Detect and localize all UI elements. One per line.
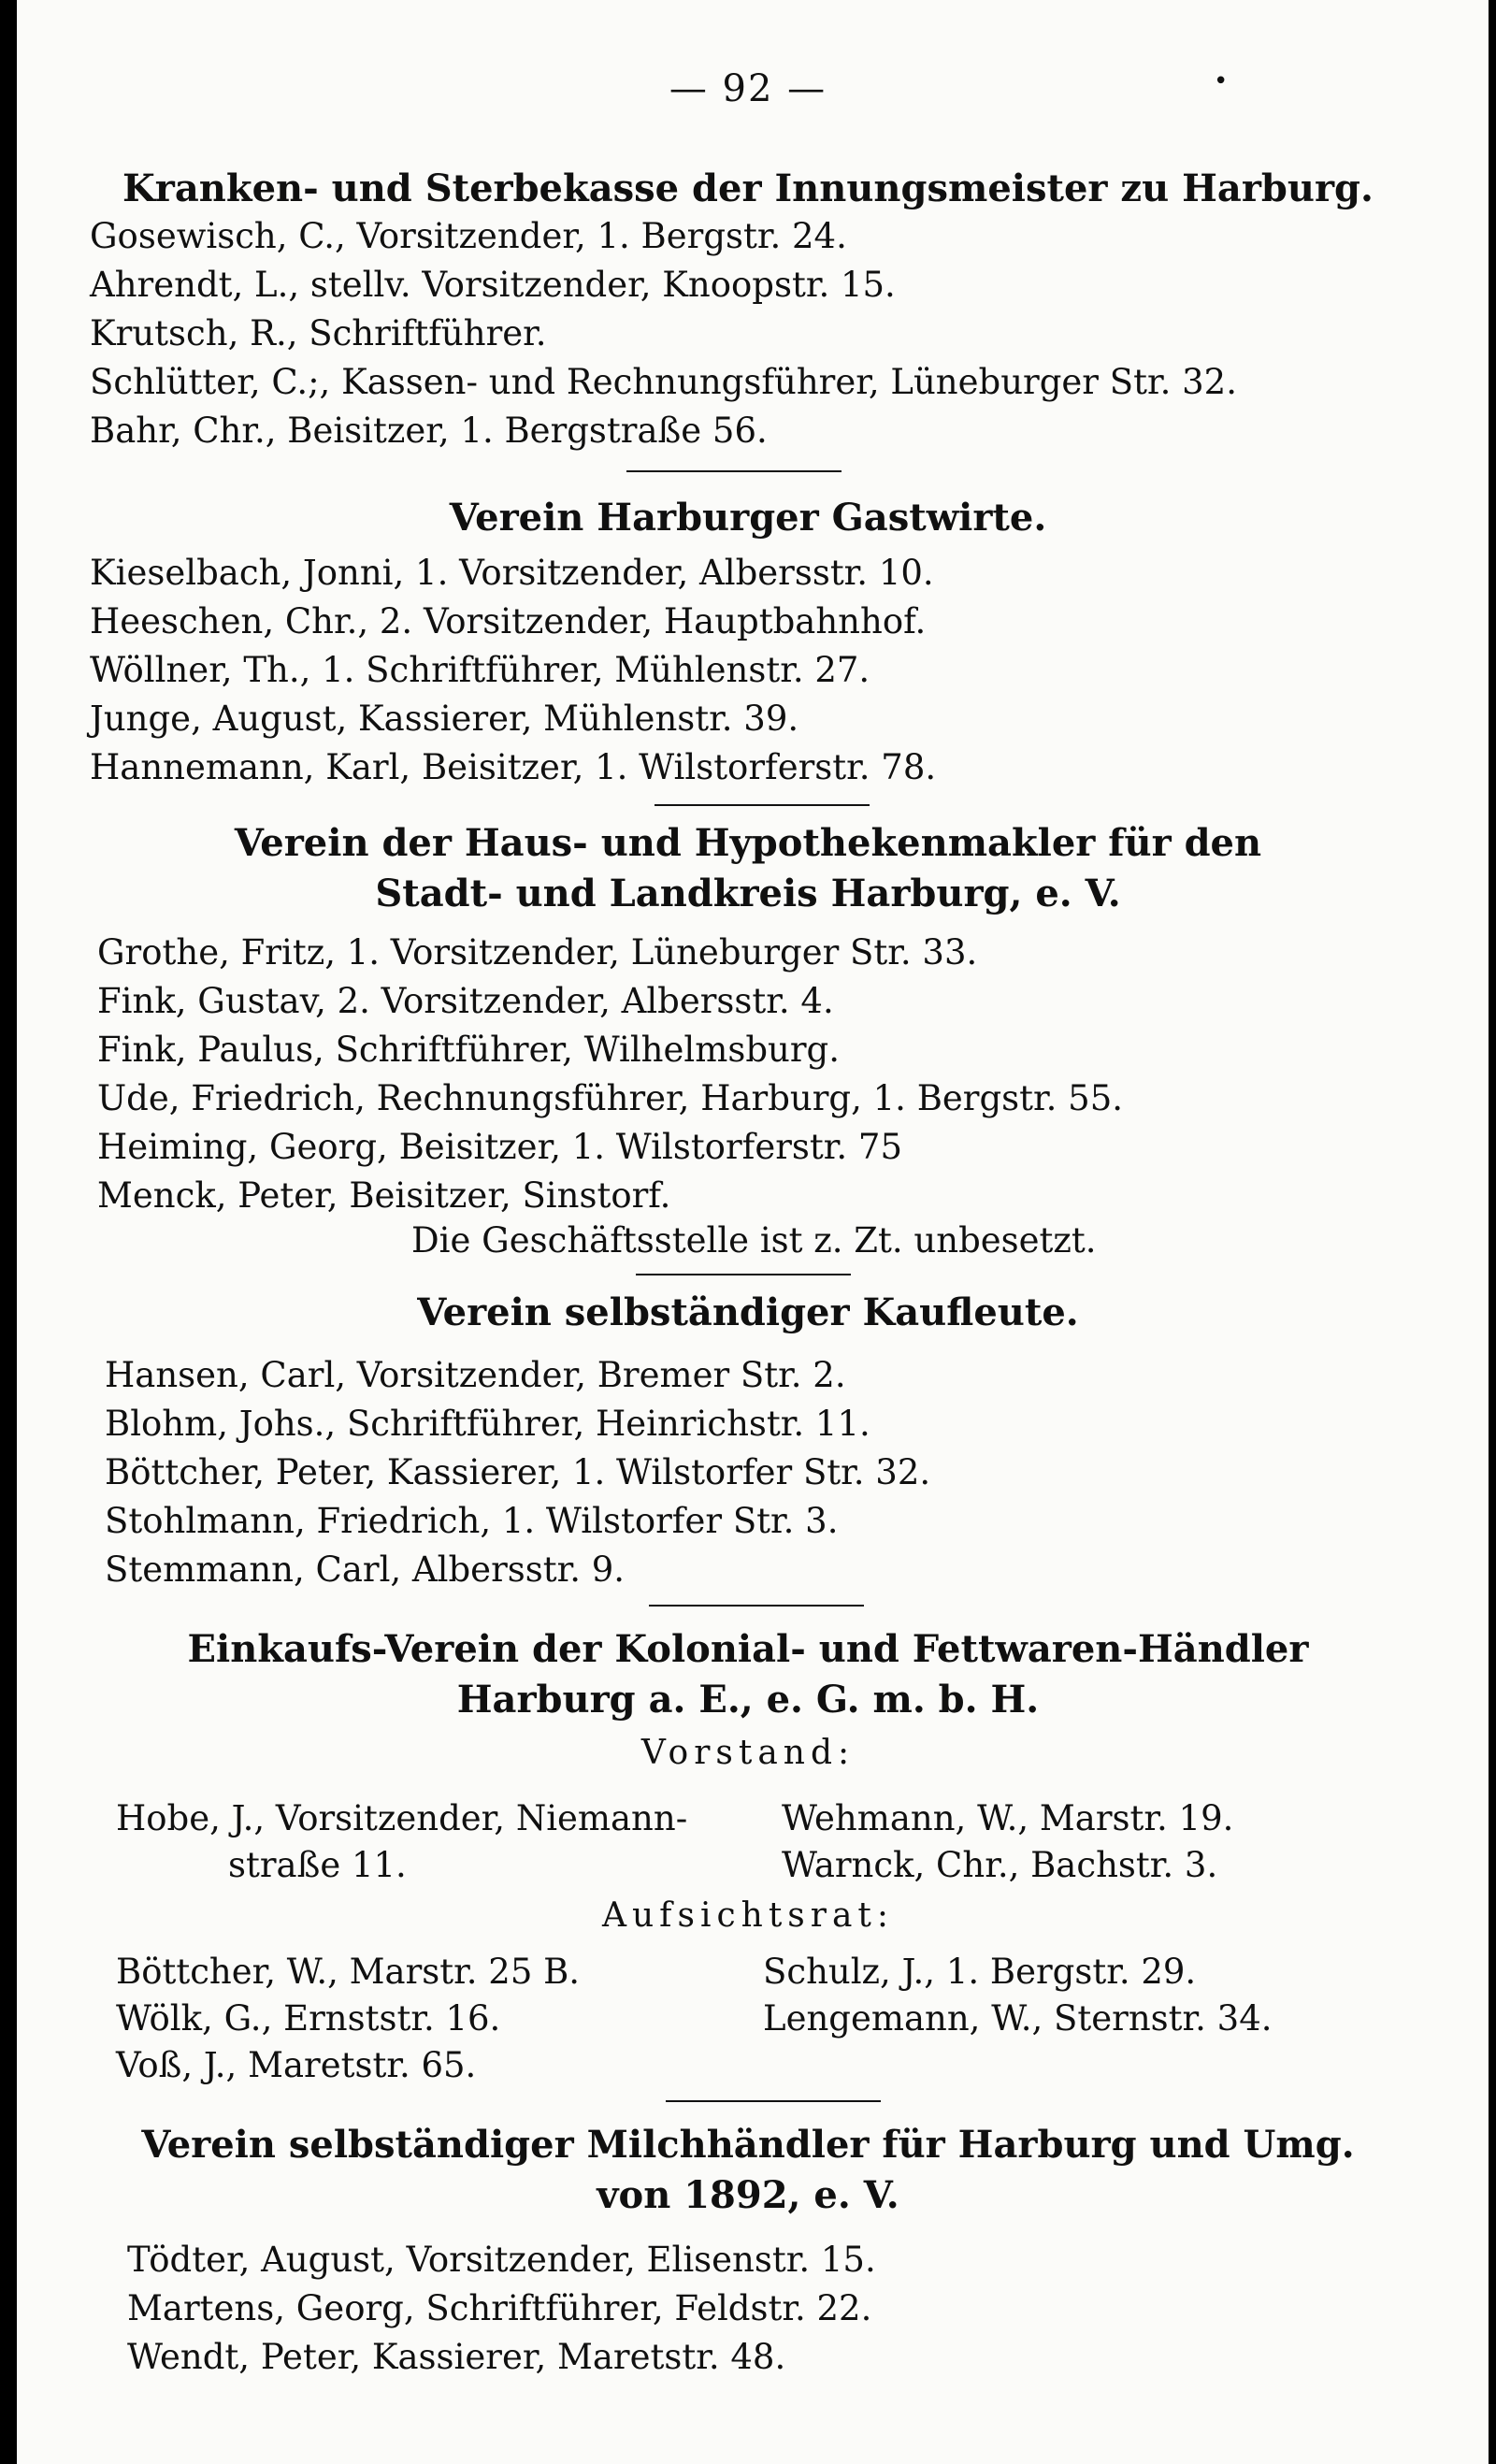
list-item: Hansen, Carl, Vorsitzender, Bremer Str. 2.: [105, 1355, 846, 1395]
list-item: Schlütter, C.;, Kassen- und Rechnungsführer, Lüneburger Str. 32.: [90, 362, 1237, 402]
divider: [626, 470, 842, 472]
list-item: Fink, Paulus, Schriftführer, Wilhelmsburg.: [97, 1030, 840, 1070]
list-item: Bahr, Chr., Beisitzer, 1. Bergstraße 56.: [90, 411, 768, 451]
section-heading-krankenkasse: Kranken- und Sterbekasse der Innungsmeister zu Harburg.: [122, 166, 1374, 210]
section-heading-makler-line-2: Stadt- und Landkreis Harburg, e. V.: [375, 872, 1121, 915]
list-item: Böttcher, Peter, Kassierer, 1. Wilstorfer Str. 32.: [105, 1452, 931, 1492]
list-item: straße 11.: [228, 1845, 407, 1885]
divider: [666, 2100, 881, 2102]
scan-border-right: [1489, 0, 1496, 2464]
list-item: Ude, Friedrich, Rechnungsführer, Harburg, 1. Bergstr. 55.: [97, 1078, 1123, 1118]
list-item: Stohlmann, Friedrich, 1. Wilstorfer Str. 3.: [105, 1501, 839, 1541]
section-heading-milchhaendler-line-1: Verein selbständiger Milchhändler für Harburg und Umg.: [141, 2123, 1355, 2167]
section-heading-gastwirte: Verein Harburger Gastwirte.: [449, 496, 1047, 540]
divider: [636, 1274, 851, 1275]
section-heading-einkaufsverein-line-1: Einkaufs-Verein der Kolonial- und Fettwaren-Händler: [187, 1627, 1309, 1671]
list-item: Wendt, Peter, Kassierer, Maretstr. 48.: [127, 2337, 786, 2377]
divider: [649, 1605, 864, 1607]
page-number: — 92 —: [669, 67, 827, 110]
list-item: Tödter, August, Vorsitzender, Elisenstr. 15.: [127, 2240, 876, 2280]
vorstand-label: Vorstand:: [640, 1734, 856, 1772]
list-item: Wöllner, Th., 1. Schriftführer, Mühlenstr. 27.: [90, 650, 870, 690]
list-item: Schulz, J., 1. Bergstr. 29.: [763, 1952, 1197, 1992]
list-item: Wehmann, W., Marstr. 19.: [782, 1798, 1234, 1838]
list-item: Kieselbach, Jonni, 1. Vorsitzender, Albersstr. 10.: [90, 553, 934, 593]
list-item: Voß, J., Maretstr. 65.: [116, 2045, 477, 2085]
list-item: Hobe, J., Vorsitzender, Niemann-: [116, 1798, 688, 1838]
list-item: Lengemann, W., Sternstr. 34.: [763, 1998, 1273, 2039]
office-note: Die Geschäftsstelle ist z. Zt. unbesetzt.: [411, 1220, 1097, 1261]
list-item: Fink, Gustav, 2. Vorsitzender, Albersstr. 4.: [97, 981, 834, 1021]
list-item: Hannemann, Karl, Beisitzer, 1. Wilstorferstr. 78.: [90, 747, 937, 787]
list-item: Grothe, Fritz, 1. Vorsitzender, Lüneburger Str. 33.: [97, 932, 978, 973]
list-item: Menck, Peter, Beisitzer, Sinstorf.: [97, 1175, 671, 1216]
list-item: Gosewisch, C., Vorsitzender, 1. Bergstr. 24.: [90, 216, 847, 256]
scan-border-left: [0, 0, 17, 2464]
corner-mark: •: [1214, 67, 1229, 95]
list-item: Krutsch, R., Schriftführer.: [90, 313, 547, 353]
list-item: Warnck, Chr., Bachstr. 3.: [782, 1845, 1218, 1885]
aufsichtsrat-label: Aufsichtsrat:: [601, 1896, 895, 1935]
list-item: Martens, Georg, Schriftführer, Feldstr. 22.: [127, 2288, 872, 2328]
section-heading-einkaufsverein-line-2: Harburg a. E., e. G. m. b. H.: [456, 1678, 1040, 1722]
list-item: Böttcher, W., Marstr. 25 B.: [116, 1952, 581, 1992]
list-item: Heeschen, Chr., 2. Vorsitzender, Hauptbahnhof.: [90, 601, 927, 641]
list-item: Blohm, Johs., Schriftführer, Heinrichstr. 11.: [105, 1404, 870, 1444]
list-item: Stemmann, Carl, Albersstr. 9.: [105, 1549, 626, 1590]
list-item: Junge, August, Kassierer, Mühlenstr. 39.: [90, 699, 799, 739]
section-heading-milchhaendler-line-2: von 1892, e. V.: [597, 2173, 899, 2217]
list-item: Wölk, G., Ernststr. 16.: [116, 1998, 501, 2039]
section-heading-kaufleute: Verein selbständiger Kaufleute.: [417, 1290, 1079, 1334]
list-item: Heiming, Georg, Beisitzer, 1. Wilstorferstr. 75: [97, 1127, 903, 1167]
divider: [654, 804, 870, 806]
section-heading-makler-line-1: Verein der Haus- und Hypothekenmakler für den: [234, 821, 1262, 865]
list-item: Ahrendt, L., stellv. Vorsitzender, Knoopstr. 15.: [90, 265, 896, 305]
